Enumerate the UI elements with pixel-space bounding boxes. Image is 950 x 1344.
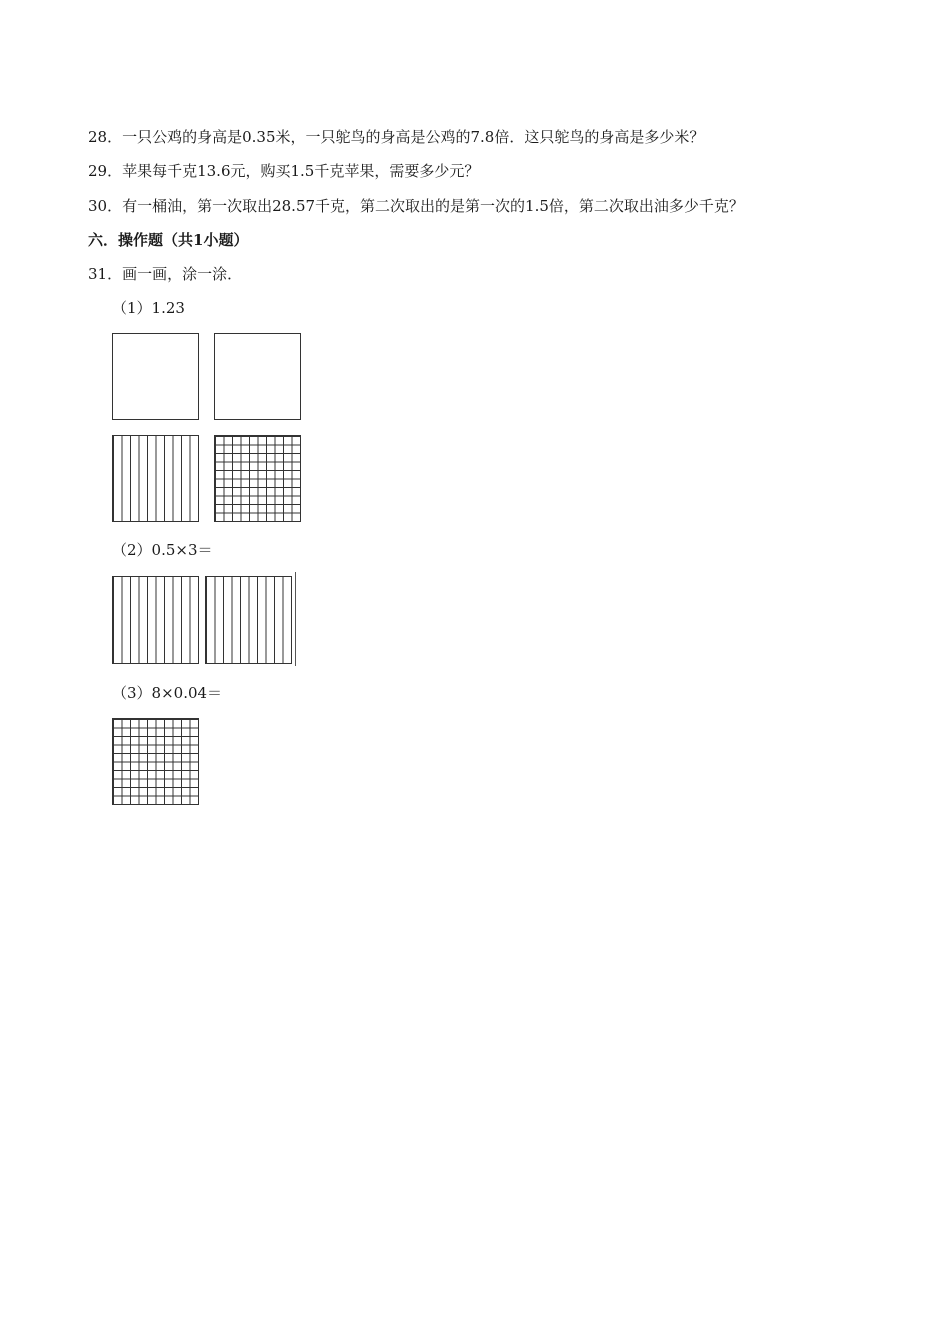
part-1-label: （1）1.23 <box>112 299 185 317</box>
tenths-grid-2[interactable] <box>205 576 292 664</box>
question-text: 有一桶油，第一次取出28.57千克，第二次取出的是第一次的1.5倍，第二次取出油多少千克？ <box>122 197 744 215</box>
hundredths-grid-part3[interactable] <box>112 718 199 805</box>
hundredths-grid[interactable] <box>214 435 301 522</box>
tenths-grid-1[interactable] <box>112 576 199 664</box>
question-number: 29． <box>88 162 123 180</box>
question-30 <box>88 196 744 216</box>
question-31 <box>88 264 242 284</box>
question-text: 一只公鸡的身高是0.35米，一只鸵鸟的身高是公鸡的7.8倍．这只鸵鸟的身高是多少米？ <box>122 128 705 146</box>
question-text: 苹果每千克13.6元，购买1.5千克苹果，需要多少元？ <box>122 162 480 180</box>
question-28 <box>88 127 704 147</box>
part-3-label: （3）8×0.04＝ <box>112 684 223 702</box>
question-29 <box>88 161 479 181</box>
question-number: 31． <box>88 265 123 283</box>
part-2-label: （2）0.5×3＝ <box>112 541 213 559</box>
question-number: 30． <box>88 197 123 215</box>
question-number: 28． <box>88 128 123 146</box>
tenths-grid[interactable] <box>112 435 199 522</box>
section-title: 六．操作题（共1小题） <box>88 231 249 249</box>
whole-square-2[interactable] <box>214 333 301 420</box>
grid-edge-line <box>295 572 296 666</box>
whole-square-1[interactable] <box>112 333 199 420</box>
question-text: 画一画，涂一涂． <box>122 265 243 283</box>
